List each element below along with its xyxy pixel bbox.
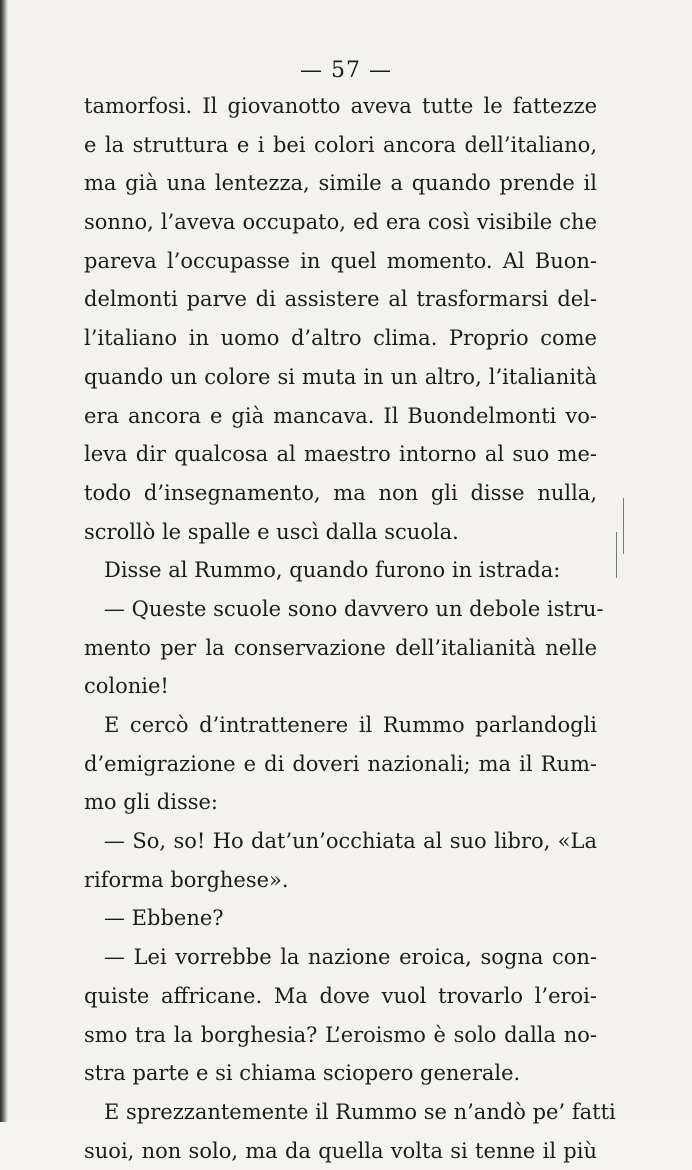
text-line: quando un colore si muta in un altro, l’italianità — [84, 364, 597, 389]
text-line: pareva l’occupasse in quel momento. Al Buon- — [84, 248, 597, 273]
text-line: mo gli disse: — [84, 790, 218, 815]
margin-mark — [616, 532, 617, 578]
text-line: mento per la conservazione dell’italianità nelle — [84, 635, 597, 660]
text-line: sonno, l’aveva occupato, ed era così visibile che — [84, 210, 597, 235]
text-line: — Lei vorrebbe la nazione eroica, sogna con- — [104, 945, 597, 970]
text-line: e la struttura e i bei colori ancora dell’italiano, — [84, 132, 597, 157]
text-line: Disse al Rummo, quando furono in istrada: — [104, 558, 561, 583]
text-line: E sprezzantemente il Rummo se n’andò pe’ fatti — [104, 1099, 616, 1124]
text-line: colonie! — [84, 674, 169, 699]
text-line: tamorfosi. Il giovanotto aveva tutte le fattezze — [84, 94, 597, 118]
text-line: leva dir qualcosa al maestro intorno al suo me- — [84, 442, 597, 467]
text-line: — Ebbene? — [104, 906, 224, 931]
text-line: suoi, non solo, ma da quella volta si tenne il più — [84, 1138, 597, 1163]
text-line: delmonti parve di assistere al trasformarsi del- — [84, 287, 597, 312]
text-line: era ancora e già mancava. Il Buondelmonti vo- — [84, 403, 597, 428]
text-line: stra parte e si chiama sciopero generale. — [84, 1061, 521, 1086]
text-line: — So, so! Ho dat’un’occhiata al suo libro, «La — [104, 829, 597, 854]
body-text — [84, 87, 616, 1170]
text-line: ma già una lentezza, simile a quando prende il — [84, 171, 597, 196]
text-line: todo d’insegnamento, ma non gli disse nulla, — [84, 480, 597, 505]
text-line: smo tra la borghesia? L’eroismo è solo dalla no- — [84, 1022, 597, 1047]
text-line: quiste affricane. Ma dove vuol trovarlo l’eroi- — [84, 983, 597, 1008]
text-line: riforma borghese». — [84, 867, 289, 892]
text-line: E cercò d’intrattenere il Rummo parlandogli — [104, 713, 597, 737]
margin-mark — [623, 498, 624, 554]
text-line: — Queste scuole sono davvero un debole istru- — [104, 596, 604, 621]
text-line: d’emigrazione e di doveri nazionali; ma il Rum- — [84, 751, 597, 776]
text-line: scrollò le spalle e uscì dalla scuola. — [84, 519, 459, 544]
page-number: — 57 — — [300, 58, 392, 83]
page-binding-edge — [0, 0, 8, 1122]
text-line: l’italiano in uomo d’altro clima. Proprio come — [84, 326, 597, 351]
